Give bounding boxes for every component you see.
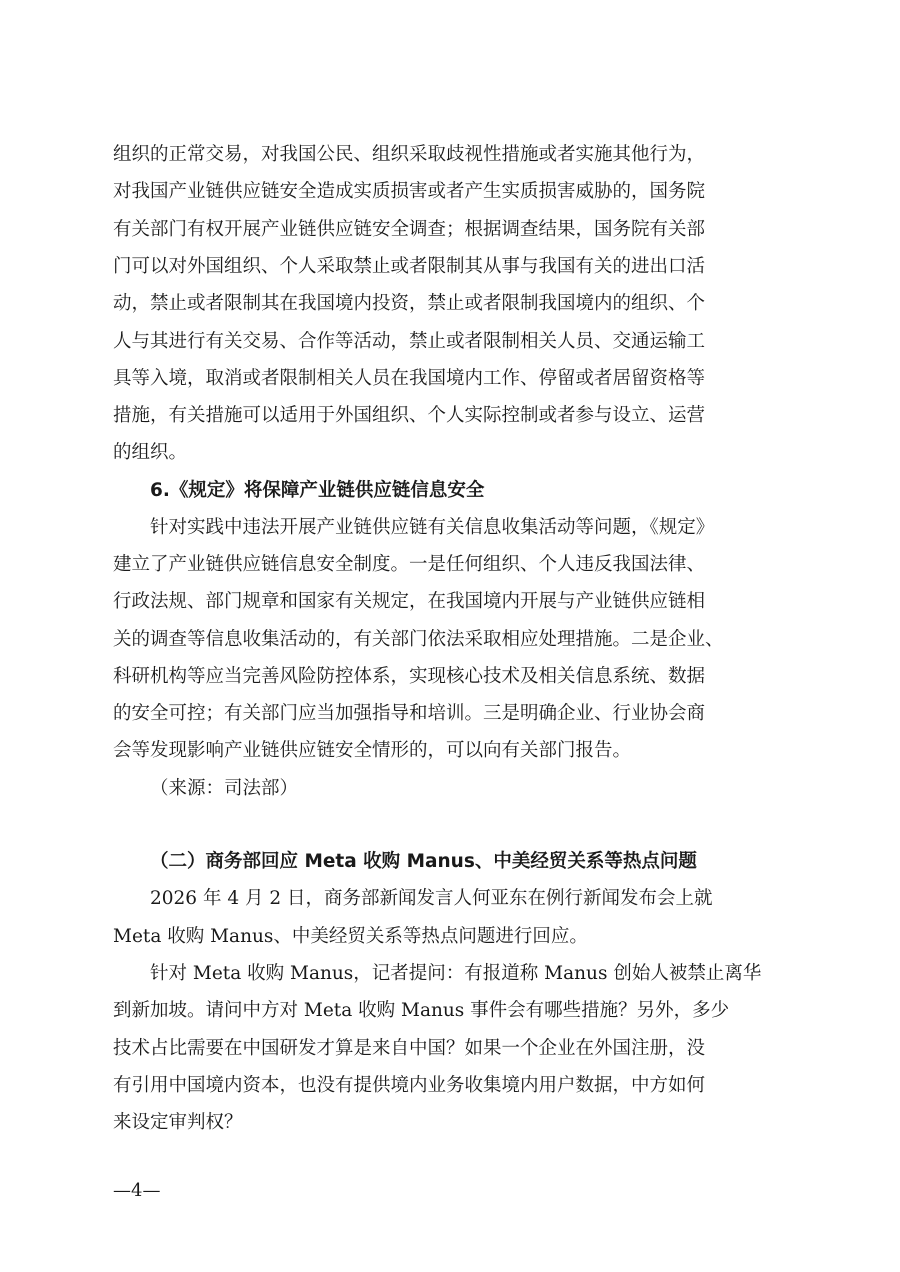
text-line: 会等发现影响产业链供应链安全情形的，可以向有关部门报告。 (113, 740, 632, 761)
text-line: 针对实践中违法开展产业链供应链有关信息收集活动等问题，《规定》 (150, 517, 715, 538)
text-line: 科研机构等应当完善风险防控体系，实现核心技术及相关信息系统、数据 (113, 666, 706, 687)
section-heading-6: 6.《规定》将保障产业链供应链信息安全 (150, 480, 485, 501)
text-line: 来设定审判权？ (113, 1112, 243, 1133)
text-line: 2026 年 4 月 2 日，商务部新闻发言人何亚东在例行新闻发布会上就 (150, 888, 713, 909)
text-line: 人与其进行有关交易、合作等活动，禁止或者限制相关人员、交通运输工 (113, 331, 706, 352)
text-line: 有引用中国境内资本，也没有提供境内业务收集境内用户数据，中方如何 (113, 1075, 706, 1096)
text-line: 动，禁止或者限制其在我国境内投资，禁止或者限制我国境内的组织、个 (113, 293, 706, 314)
text-line: 关的调查等信息收集活动的，有关部门依法采取相应处理措施。二是企业、 (113, 629, 724, 650)
text-line: 技术占比需要在中国研发才算是来自中国？如果一个企业在外国注册，没 (113, 1038, 706, 1059)
text-line: 组织的正常交易，对我国公民、组织采取歧视性措施或者实施其他行为， (113, 144, 706, 165)
source-note: （来源：司法部） (150, 778, 299, 799)
text-line: 的组织。 (113, 442, 188, 463)
text-line: 到新加坡。请问中方对 Meta 收购 Manus 事件会有哪些措施？另外，多少 (113, 1000, 730, 1021)
text-line: 行政法规、部门规章和国家有关规定，在我国境内开展与产业链供应链相 (113, 591, 706, 612)
text-line: 针对 Meta 收购 Manus，记者提问：有报道称 Manus 创始人被禁止离华 (150, 963, 762, 984)
text-line: 门可以对外国组织、个人采取禁止或者限制其从事与我国有关的进出口活 (113, 256, 706, 277)
text-line: Meta 收购 Manus、中美经贸关系等热点问题进行回应。 (113, 926, 588, 947)
text-line: 具等入境，取消或者限制相关人员在我国境内工作、停留或者居留资格等 (113, 368, 706, 389)
text-line: 对我国产业链供应链安全造成实质损害或者产生实质损害威胁的，国务院 (113, 181, 706, 202)
text-line: 建立了产业链供应链信息安全制度。一是任何组织、个人违反我国法律、 (113, 554, 706, 575)
text-line: 措施，有关措施可以适用于外国组织、个人实际控制或者参与设立、运营 (113, 405, 706, 426)
section-heading-2: （二）商务部回应 Meta 收购 Manus、中美经贸关系等热点问题 (150, 851, 697, 872)
page-number: —4— (113, 1180, 161, 1201)
text-line: 的安全可控；有关部门应当加强指导和培训。三是明确企业、行业协会商 (113, 703, 706, 724)
text-line: 有关部门有权开展产业链供应链安全调查；根据调查结果，国务院有关部 (113, 219, 706, 240)
